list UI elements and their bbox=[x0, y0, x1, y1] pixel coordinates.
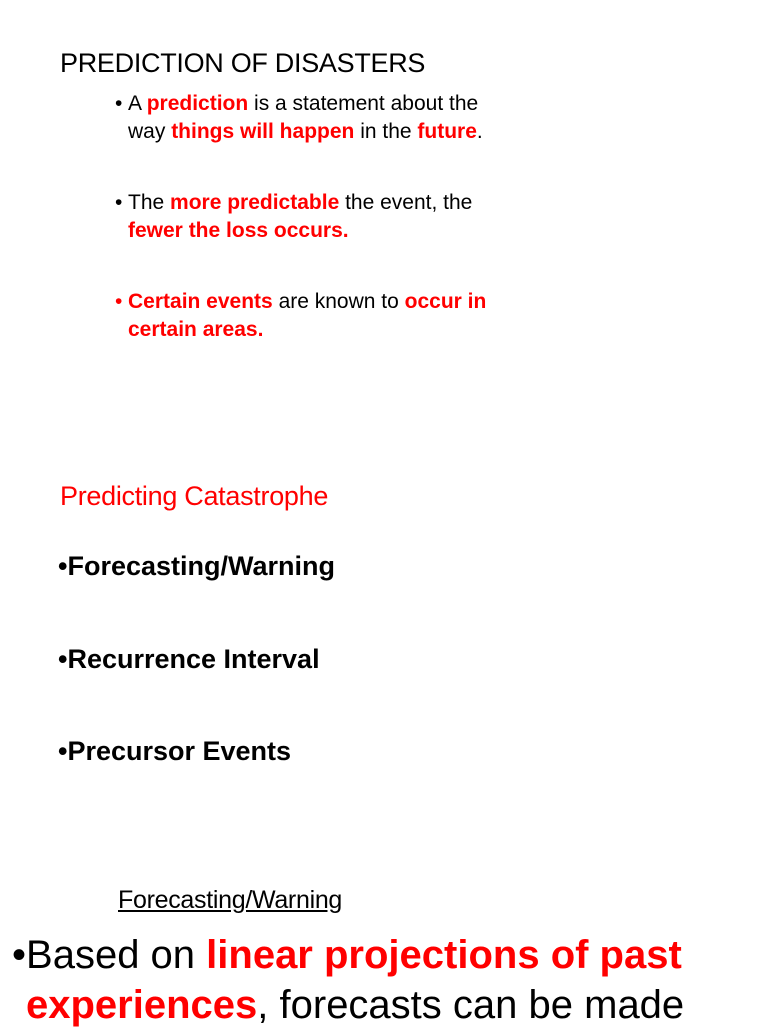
bullet-text: is a statement about the bbox=[248, 92, 479, 115]
bottom-text-plain: Based on bbox=[26, 933, 207, 977]
list-item-label: Forecasting/Warning bbox=[67, 551, 335, 581]
bottom-paragraph bbox=[12, 930, 684, 1030]
page-title: PREDICTION OF DISASTERS bbox=[60, 48, 426, 78]
bullet-highlight-text: fewer the loss occurs. bbox=[128, 219, 349, 242]
bullet-line bbox=[115, 288, 486, 316]
bottom-line-2 bbox=[12, 980, 684, 1030]
bullet-highlight-text: things will happen bbox=[171, 120, 355, 143]
bullet-dot: • bbox=[115, 92, 123, 115]
bottom-text-plain: , forecasts can be made bbox=[257, 983, 685, 1027]
bullet-text: the event, the bbox=[339, 191, 473, 214]
bullet-highlight-text: more predictable bbox=[170, 191, 340, 214]
bullet-text: in the bbox=[354, 120, 418, 143]
list-item-recurrence: •Recurrence Interval bbox=[58, 644, 320, 674]
bullet-text: are known to bbox=[272, 290, 405, 313]
bullet-line bbox=[115, 316, 486, 344]
bottom-line-1: •Based on linear projections of past bbox=[12, 933, 682, 977]
list-item-forecasting: •Forecasting/Warning bbox=[58, 551, 335, 581]
bullet-dot: • bbox=[115, 290, 123, 313]
bullet-highlight-text: Certain events bbox=[128, 290, 273, 313]
section-heading: Forecasting/Warning bbox=[118, 886, 343, 914]
bullet-highlight-text: prediction bbox=[146, 92, 249, 115]
bullet-highlight-text: occur in bbox=[404, 290, 487, 313]
bullet-prediction-definition bbox=[115, 90, 483, 146]
bullet-predictability bbox=[115, 189, 472, 245]
list-item-precursor: •Precursor Events bbox=[58, 736, 292, 766]
bullet-line bbox=[115, 90, 483, 118]
section-subtitle: Predicting Catastrophe bbox=[60, 481, 329, 511]
bottom-text-highlight: experiences bbox=[26, 983, 258, 1027]
bullet-text: way bbox=[128, 120, 172, 143]
bullet-highlight-text: certain areas. bbox=[128, 318, 264, 341]
list-item-label: Precursor Events bbox=[67, 736, 292, 766]
bullet-certain-events bbox=[115, 288, 486, 344]
bullet-highlight-text: future bbox=[417, 120, 477, 143]
bottom-text-highlight: linear projections of past bbox=[206, 933, 682, 977]
bullet-dot: • bbox=[115, 191, 123, 214]
bullet-text: The bbox=[128, 191, 171, 214]
bullet-line bbox=[115, 189, 472, 217]
bullet-text: . bbox=[476, 120, 483, 143]
bullet-line bbox=[115, 118, 483, 146]
list-item-label: Recurrence Interval bbox=[67, 644, 320, 674]
bullet-text: A bbox=[128, 92, 147, 115]
bullet-line bbox=[115, 217, 472, 245]
